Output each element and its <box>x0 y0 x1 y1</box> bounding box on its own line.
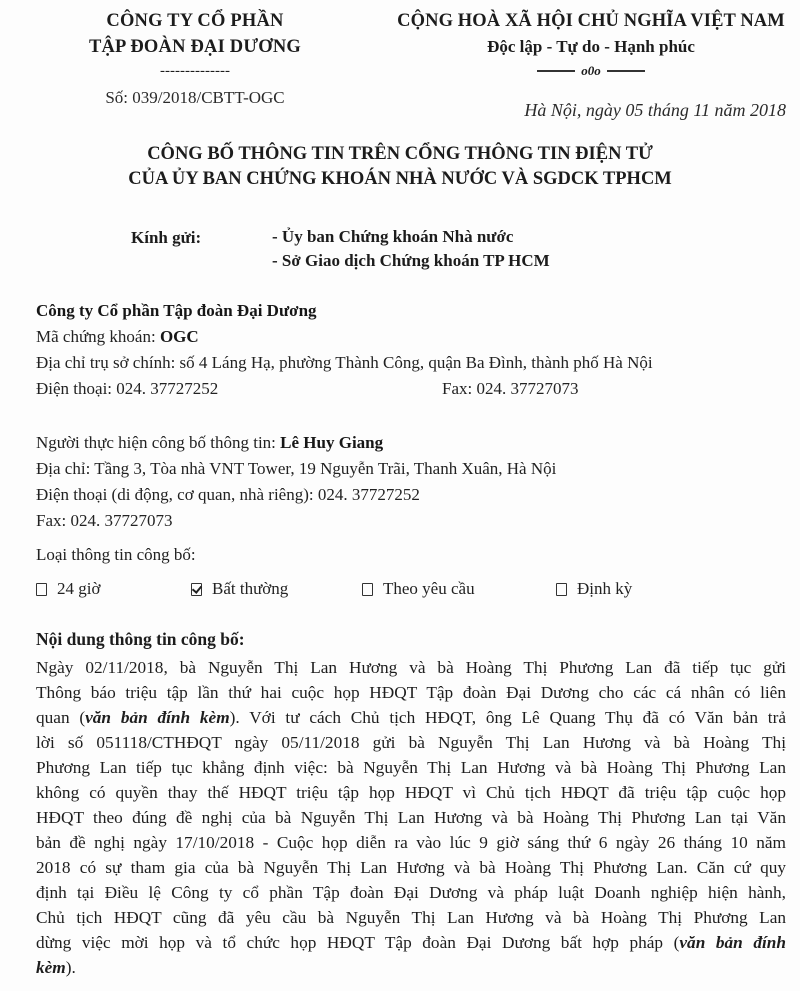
title-line-1: CÔNG BỐ THÔNG TIN TRÊN CỔNG THÔNG TIN ĐIỆN TỬ <box>147 144 653 164</box>
checkbox-unchecked-icon[interactable] <box>362 583 373 596</box>
ticker-label: Mã chứng khoán: <box>36 327 160 346</box>
disclosure-type-label: Loại thông tin công bố: <box>36 545 196 564</box>
discloser-row <box>36 430 556 456</box>
document-number: Số: 039/2018/CBTT-OGC <box>105 88 285 107</box>
document-title <box>0 142 800 192</box>
discloser-info <box>36 430 556 534</box>
paragraph-line <box>36 955 786 980</box>
paragraph-line <box>36 705 786 730</box>
paragraph-line: Ngày 02/11/2018, bà Nguyễn Thị Lan Hương và bà Hoàng Thị Phương Lan đã tiếp tục gửi <box>36 658 786 677</box>
text-run: ). <box>65 958 76 977</box>
disclosure-option-periodic[interactable] <box>556 576 632 602</box>
checkbox-unchecked-icon[interactable] <box>556 583 567 596</box>
text-run: ). Với tư cách Chủ tịch HĐQT, ông Lê Quang Thụ đã có Văn bản trả <box>229 708 786 727</box>
recipients-list <box>272 225 550 273</box>
recipient-item: - Ủy ban Chứng khoán Nhà nước <box>272 227 514 246</box>
text-run: quan ( <box>36 708 86 727</box>
national-header <box>382 8 800 80</box>
paragraph-line: định tại Điều lệ Công ty cổ phần Tập đoàn Đại Dương và pháp luật Doanh nghiệp hiện hành, <box>36 883 786 902</box>
paragraph-line: không có quyền thay thế HĐQT triệu tập họp HĐQT vì Chủ tịch HĐQT đã triệu tập cuộc họp <box>36 783 786 802</box>
company-info <box>36 298 653 402</box>
attachment-note: văn bản đính kèm <box>85 708 230 727</box>
paragraph-line: 2018 có sự tham gia của bà Nguyễn Thị Lan Hương và bà Hoàng Thị Phương Lan. Căn cứ quy <box>36 858 786 877</box>
company-address: Địa chỉ trụ sở chính: số 4 Láng Hạ, phường Thành Công, quận Ba Đình, thành phố Hà Nội <box>36 353 653 372</box>
paragraph-line: Phương Lan tiếp tục khẳng định việc: bà Nguyễn Thị Lan Hương và bà Hoàng Thị Phương Lan <box>36 758 786 777</box>
disclosure-option-on-request[interactable] <box>362 576 475 602</box>
checkbox-checked-icon[interactable] <box>191 583 202 596</box>
company-phone: Điện thoại: 024. 37727252 <box>36 379 219 398</box>
text-run: dừng việc mời họp và tổ chức họp HĐQT Tập đoàn Đại Dương bất hợp pháp ( <box>36 933 680 952</box>
divider-rule-left <box>537 70 575 71</box>
paragraph-line: bản đề nghị ngày 17/10/2018 - Cuộc họp diễn ra vào lúc 9 giờ sáng thứ 6 ngày 26 tháng 10 năm <box>36 833 786 852</box>
place-and-date: Hà Nội, ngày 05 tháng 11 năm 2018 <box>524 100 786 120</box>
paragraph-line: Chủ tịch HĐQT cũng đã yêu cầu bà Nguyễn Thị Lan Hương và bà Hoàng Thị Phương Lan <box>36 908 786 927</box>
company-contact-row <box>36 376 653 402</box>
discloser-address: Địa chỉ: Tầng 3, Tòa nhà VNT Tower, 19 Nguyễn Trãi, Thanh Xuân, Hà Nội <box>36 459 557 478</box>
ornament-divider <box>382 62 800 80</box>
discloser-name: Lê Huy Giang <box>280 433 384 452</box>
paragraph-line: Thông báo triệu tập lần thứ hai cuộc họp HĐQT Tập đoàn Đại Dương cho các cá nhân có liên <box>36 683 786 702</box>
national-motto: Độc lập - Tự do - Hạnh phúc <box>487 37 695 56</box>
company-name: Công ty Cổ phần Tập đoàn Đại Dương <box>36 301 317 320</box>
paragraph-line <box>36 930 786 955</box>
recipient-item: - Sở Giao dịch Chứng khoán TP HCM <box>272 251 550 270</box>
paragraph-line: lời số 051118/CTHĐQT ngày 05/11/2018 gửi bà Nguyễn Thị Lan Hương và bà Hoàng Thị <box>36 733 786 752</box>
issuer-name-line1: CÔNG TY CỔ PHẦN <box>106 11 284 31</box>
paragraph-line: HĐQT theo đúng đề nghị của bà Nguyễn Thị Lan Hương và bà Hoàng Thị Phương Lan tại Văn <box>36 808 786 827</box>
discloser-phone: Điện thoại (di động, cơ quan, nhà riêng): 024. 37727252 <box>36 485 420 504</box>
title-line-2: CỦA ỦY BAN CHỨNG KHOÁN NHÀ NƯỚC VÀ SGDCK TPHCM <box>128 169 672 189</box>
nation-name: CỘNG HOÀ XÃ HỘI CHỦ NGHĨA VIỆT NAM <box>397 11 785 31</box>
recipients-label: Kính gửi: <box>131 228 202 247</box>
company-fax: Fax: 024. 37727073 <box>442 379 579 398</box>
divider-rule-right <box>607 70 645 71</box>
issuer-header <box>40 8 350 110</box>
discloser-fax: Fax: 024. 37727073 <box>36 511 173 530</box>
option-label: 24 giờ <box>57 579 101 598</box>
option-label: Theo yêu cầu <box>383 579 475 598</box>
disclosure-option-24h[interactable] <box>36 576 100 602</box>
ornament-icon: o0o <box>581 63 601 78</box>
disclosure-option-irregular[interactable] <box>191 576 288 602</box>
ticker-value: OGC <box>159 327 199 346</box>
attachment-note: văn bản đính <box>679 933 787 952</box>
ticker-row <box>36 324 653 350</box>
content-heading: Nội dung thông tin công bố: <box>36 629 245 649</box>
issuer-divider: -------------- <box>160 63 230 79</box>
issuer-name-line2: TẬP ĐOÀN ĐẠI DƯƠNG <box>88 37 302 57</box>
content-paragraph <box>36 655 786 980</box>
option-label: Bất thường <box>212 579 289 598</box>
attachment-note: kèm <box>36 958 66 977</box>
checkbox-unchecked-icon[interactable] <box>36 583 47 596</box>
discloser-label: Người thực hiện công bố thông tin: <box>36 433 281 452</box>
option-label: Định kỳ <box>577 579 633 598</box>
